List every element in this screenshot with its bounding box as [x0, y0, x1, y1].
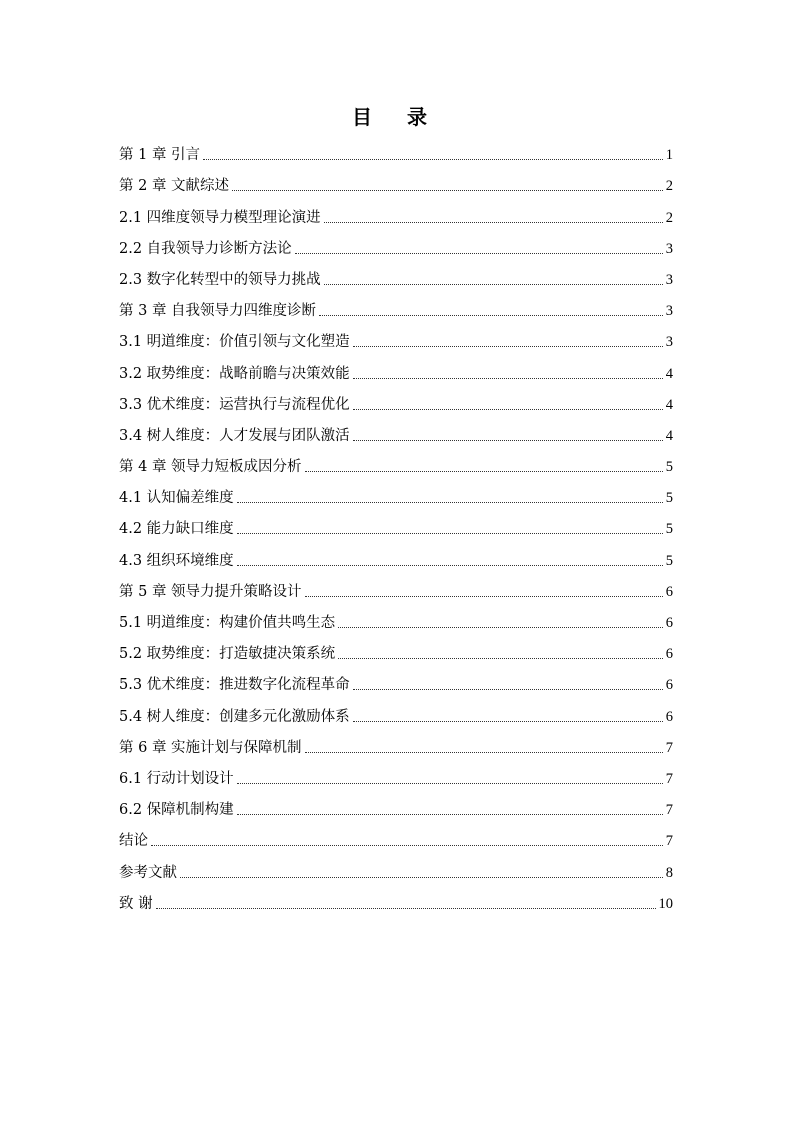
toc-dot-leader [237, 502, 663, 503]
toc-entry-page-number: 7 [665, 739, 673, 756]
toc-dot-leader [180, 877, 663, 878]
toc-entry[interactable] [119, 357, 673, 388]
toc-entry-page-number: 1 [665, 147, 673, 164]
toc-dot-leader [324, 222, 663, 223]
toc-dot-leader [237, 565, 663, 566]
toc-dot-leader [319, 315, 663, 316]
toc-entry[interactable] [119, 732, 673, 763]
toc-entry-label: 第 3 章 自我领导力四维度诊断 [119, 303, 317, 320]
toc-dot-leader [338, 627, 663, 628]
toc-entry[interactable] [119, 139, 673, 170]
toc-list [119, 139, 673, 919]
toc-entry-label: 5.1 明道维度：构建价值共鸣生态 [119, 615, 336, 631]
toc-entry-label: 第 5 章 领导力提升策略设计 [119, 583, 302, 600]
toc-entry[interactable] [119, 389, 673, 420]
toc-entry-page-number: 7 [665, 833, 673, 850]
toc-entry[interactable] [119, 326, 673, 357]
toc-dot-leader [237, 814, 663, 815]
toc-entry[interactable] [119, 201, 673, 232]
toc-dot-leader [151, 845, 663, 846]
toc-entry-page-number: 6 [665, 677, 673, 694]
toc-entry[interactable] [119, 544, 673, 575]
toc-entry[interactable] [119, 888, 673, 919]
toc-entry-label: 第 2 章 文献综述 [119, 178, 230, 195]
toc-entry[interactable] [119, 576, 673, 607]
toc-entry-label: 3.1 明道维度：价值引领与文化塑造 [119, 334, 350, 351]
toc-entry-label: 4.2 能力缺口维度 [119, 521, 234, 538]
toc-entry-label: 6.2 保障机制构建 [119, 802, 234, 819]
toc-entry-label: 6.1 行动计划设计 [119, 770, 234, 787]
toc-entry-label: 5.3 优术维度：推进数字化流程革命 [119, 677, 350, 694]
toc-entry-label: 5.2 取势维度：打造敏捷决策系统 [119, 646, 336, 663]
toc-entry-label: 致 谢 [119, 895, 153, 912]
toc-entry-page-number: 3 [665, 240, 673, 257]
toc-entry[interactable] [119, 607, 673, 638]
toc-entry-label: 2.3 数字化转型中的领导力挑战 [119, 271, 321, 288]
toc-entry[interactable] [119, 825, 673, 856]
toc-dot-leader [156, 908, 656, 909]
toc-entry-page-number: 4 [665, 427, 673, 444]
toc-entry-label: 4.3 组织环境维度 [119, 552, 234, 569]
toc-dot-leader [353, 409, 663, 410]
toc-entry[interactable] [119, 451, 673, 482]
toc-entry-page-number: 2 [665, 178, 673, 195]
toc-entry[interactable] [119, 794, 673, 825]
toc-entry[interactable] [119, 482, 673, 513]
toc-entry-label: 第 4 章 领导力短板成因分析 [119, 459, 302, 476]
toc-entry-page-number: 5 [665, 490, 673, 507]
toc-entry-label: 参考文献 [119, 864, 177, 881]
toc-entry-label: 5.4 树人维度：创建多元化激励体系 [119, 708, 350, 725]
toc-dot-leader [237, 783, 663, 784]
toc-entry-page-number: 3 [665, 303, 673, 320]
toc-entry[interactable] [119, 763, 673, 794]
toc-dot-leader [338, 658, 663, 659]
toc-dot-leader [353, 378, 663, 379]
toc-entry-label: 3.3 优术维度：运营执行与流程优化 [119, 396, 350, 413]
toc-dot-leader [324, 284, 663, 285]
toc-dot-leader [232, 190, 663, 191]
toc-dot-leader [305, 471, 663, 472]
toc-entry-page-number: 10 [658, 895, 673, 912]
toc-entry-label: 结论 [119, 833, 148, 850]
toc-dot-leader [305, 752, 663, 753]
toc-entry-label: 4.1 认知偏差维度 [119, 490, 234, 507]
toc-entry-page-number: 4 [665, 396, 673, 413]
toc-entry[interactable] [119, 264, 673, 295]
toc-entry-label: 第 6 章 实施计划与保障机制 [119, 739, 302, 756]
toc-entry[interactable] [119, 295, 673, 326]
toc-entry[interactable] [119, 513, 673, 544]
toc-entry-label: 3.4 树人维度：人才发展与团队激活 [119, 427, 350, 444]
toc-entry-page-number: 6 [665, 615, 673, 631]
toc-dot-leader [237, 533, 663, 534]
toc-dot-leader [305, 596, 663, 597]
toc-entry-page-number: 4 [665, 365, 673, 382]
toc-entry-page-number: 7 [665, 802, 673, 819]
toc-entry-label: 第 1 章 引言 [119, 147, 201, 164]
toc-entry-label: 2.2 自我领导力诊断方法论 [119, 240, 292, 257]
toc-dot-leader [203, 159, 663, 160]
toc-entry[interactable] [119, 420, 673, 451]
toc-entry[interactable] [119, 669, 673, 700]
toc-entry[interactable] [119, 233, 673, 264]
toc-entry-page-number: 5 [665, 521, 673, 538]
toc-entry-page-number: 6 [665, 583, 673, 600]
toc-entry[interactable] [119, 700, 673, 731]
toc-entry-label: 3.2 取势维度：战略前瞻与决策效能 [119, 365, 350, 382]
toc-entry[interactable] [119, 638, 673, 669]
toc-dot-leader [353, 721, 663, 722]
toc-dot-leader [353, 346, 663, 347]
toc-entry-label: 2.1 四维度领导力模型理论演进 [119, 209, 321, 226]
toc-entry[interactable] [119, 170, 673, 201]
toc-entry-page-number: 6 [665, 708, 673, 725]
toc-dot-leader [353, 689, 663, 690]
toc-entry-page-number: 3 [665, 334, 673, 351]
toc-entry-page-number: 5 [665, 552, 673, 569]
toc-entry-page-number: 7 [665, 770, 673, 787]
toc-dot-leader [353, 440, 663, 441]
toc-entry-page-number: 5 [665, 459, 673, 476]
toc-entry-page-number: 3 [665, 271, 673, 288]
toc-entry-page-number: 6 [665, 646, 673, 663]
toc-entry[interactable] [119, 856, 673, 887]
toc-title: 目 录 [352, 105, 441, 129]
toc-entry-page-number: 2 [665, 209, 673, 226]
toc-entry-page-number: 8 [665, 864, 673, 881]
toc-dot-leader [295, 253, 663, 254]
